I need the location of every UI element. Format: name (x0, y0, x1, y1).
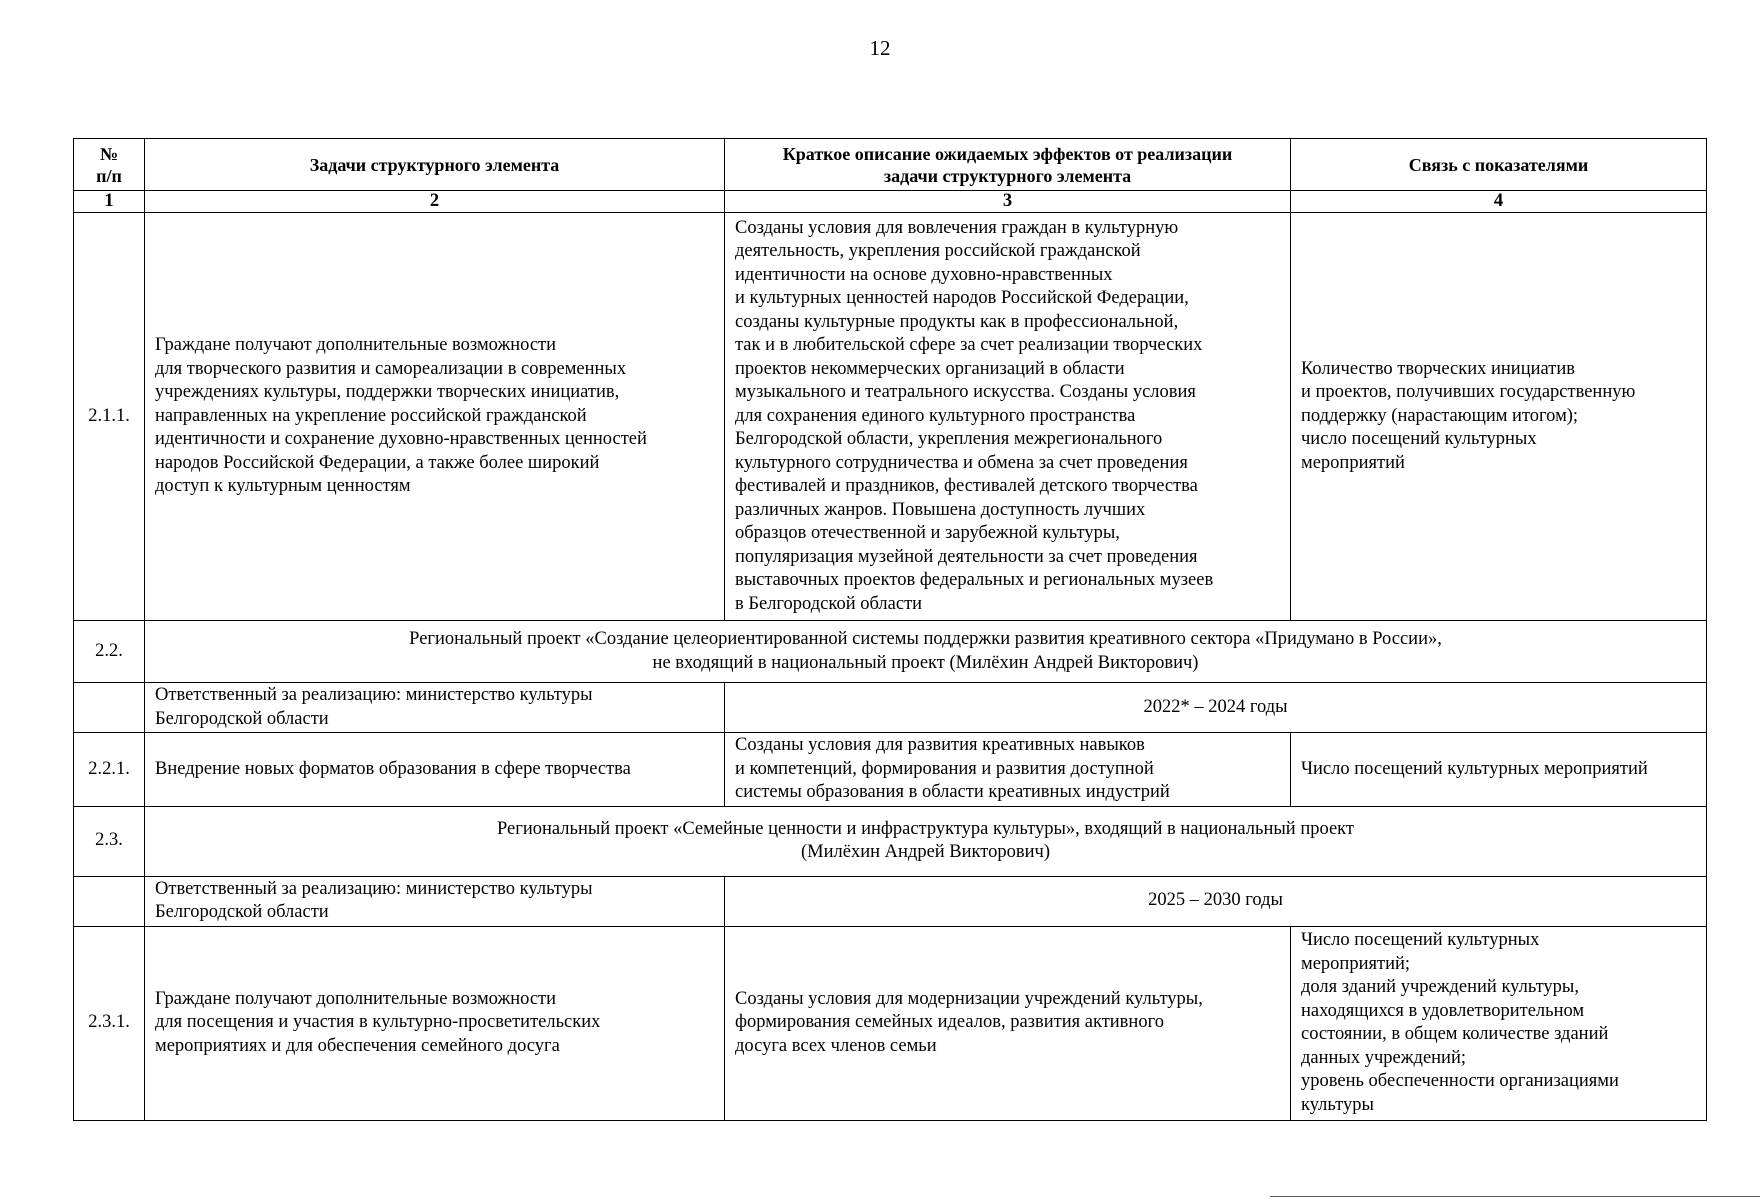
empty-cell (74, 683, 145, 733)
col-index-4: 4 (1291, 191, 1707, 213)
project-title: Региональный проект «Семейные ценности и инфраструктура культуры», входящий в национальный проект (Милёхин Андрей Викторович) (145, 806, 1707, 876)
bottom-rule (1270, 1196, 1760, 1197)
header-effects: Краткое описание ожидаемых эффектов от реализации задачи структурного элемента (725, 139, 1291, 191)
row-number: 2.3. (74, 806, 145, 876)
task-cell: Граждане получают дополнительные возможности для творческого развития и самореализации в современных учреждениях культуры, поддержки творческих инициатив, направленных на укрепление российской гражданской идентичности и сохранение духовно-нравственных ценностей народов Российской Федерации, а также более широкий доступ к культурным ценностям (145, 213, 725, 621)
responsible-row (74, 683, 1707, 733)
header-row (74, 139, 1707, 191)
table-row (74, 213, 1707, 621)
col-index-1: 1 (74, 191, 145, 213)
task-cell: Внедрение новых форматов образования в сфере творчества (145, 733, 725, 807)
header-tasks: Задачи структурного элемента (145, 139, 725, 191)
project-title: Региональный проект «Создание целеориентированной системы поддержки развития креативного сектора «Придумано в России», не входящий в национальный проект (Милёхин Андрей Викторович) (145, 621, 1707, 683)
table-row (74, 733, 1707, 807)
project-row (74, 621, 1707, 683)
effect-cell: Созданы условия для вовлечения граждан в культурную деятельность, укрепления российской гражданской идентичности на основе духовно-нравственных и культурных ценностей народов Российской Федерации, созданы культурные продукты как в профессиональной, так и в любительской сфере за счет реализации творческих проектов некоммерческих организаций в области музыкального и театрального искусства. Созданы условия для сохранения единого культурного пространства Белгородской области, укрепления межрегионального культурного сотрудничества и обмена за счет проведения фестивалей и праздников, фестивалей детского творчества различных жанров. Повышена доступность лучших образцов отечественной и зарубежной культуры, популяризация музейной деятельности за счет проведения выставочных проектов федеральных и региональных музеев в Белгородской области (725, 213, 1291, 621)
goals-table (73, 138, 1707, 1121)
col-index-3: 3 (725, 191, 1291, 213)
header-num: № п/п (74, 139, 145, 191)
effect-cell: Созданы условия для модернизации учреждений культуры, формирования семейных идеалов, развития активного досуга всех членов семьи (725, 926, 1291, 1120)
page-number: 12 (869, 36, 891, 60)
effect-cell: Созданы условия для развития креативных навыков и компетенций, формирования и развития доступной системы образования в области креативных индустрий (725, 733, 1291, 807)
row-number: 2.2.1. (74, 733, 145, 807)
responsible-cell: Ответственный за реализацию: министерство культуры Белгородской области (145, 683, 725, 733)
indicator-cell: Число посещений культурных мероприятий; доля зданий учреждений культуры, находящихся в удовлетворительном состоянии, в общем количестве зданий данных учреждений; уровень обеспеченности организациями культуры (1291, 926, 1707, 1120)
indicator-cell: Количество творческих инициатив и проектов, получивших государственную поддержку (нарастающим итогом); число посещений культурных мероприятий (1291, 213, 1707, 621)
responsible-cell: Ответственный за реализацию: министерство культуры Белгородской области (145, 876, 725, 926)
indicator-cell: Число посещений культурных мероприятий (1291, 733, 1707, 807)
empty-cell (74, 876, 145, 926)
responsible-row (74, 876, 1707, 926)
table-row (74, 926, 1707, 1120)
task-cell: Граждане получают дополнительные возможности для посещения и участия в культурно-просветительских мероприятиях и для обеспечения семейного досуга (145, 926, 725, 1120)
period-cell: 2022* – 2024 годы (725, 683, 1707, 733)
row-number: 2.1.1. (74, 213, 145, 621)
col-index-2: 2 (145, 191, 725, 213)
period-cell: 2025 – 2030 годы (725, 876, 1707, 926)
column-index-row (74, 191, 1707, 213)
row-number: 2.3.1. (74, 926, 145, 1120)
header-indicators: Связь с показателями (1291, 139, 1707, 191)
project-row (74, 806, 1707, 876)
row-number: 2.2. (74, 621, 145, 683)
